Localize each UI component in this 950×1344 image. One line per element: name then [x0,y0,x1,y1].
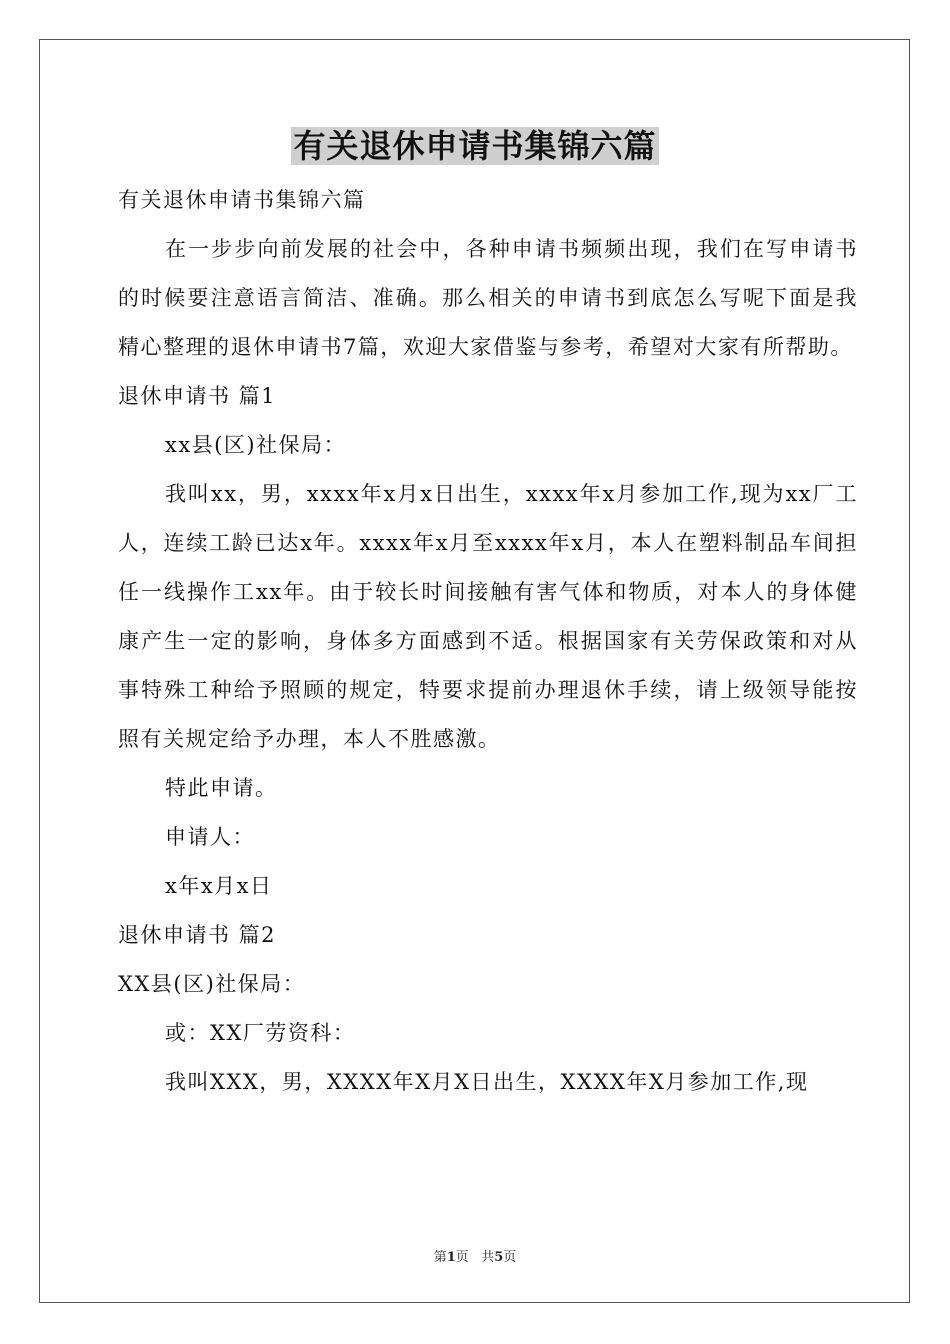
date-line-1: x年x月x日 [165,874,273,898]
body-paragraph-1: 我叫xx，男，xxxx年x月x日出生，xxxx年x月参加工作,现为xx厂工人，连续工龄已达x年。xxxx年x月至xxxx年x月，本人在塑料制品车间担任一线操作工xx年。由于较长时间接触有害气体和物质，对本人的身体健康产生一定的影响，身体多方面感到不适。根据国家有关劳保政策和对从事特殊工种给予照顾的规定，特要求提前办理退休手续，请上级领导能按照有关规定给予办理，本人不胜感激。 [118,482,858,751]
applicant-label-1: 申请人： [165,825,255,849]
addressee-1: xx县(区)社保局： [165,433,347,457]
total-prefix: 共 [481,1250,495,1265]
page-suffix: 页 [455,1250,469,1265]
addressee-2: XX县(区)社保局： [118,972,306,996]
page-footer [0,1246,950,1265]
page-number: 1 [446,1250,456,1265]
document-title-text: 有关退休申请书集锦六篇 [293,127,657,165]
closing-line-1: 特此申请。 [165,776,278,800]
section-heading-2: 退休申请书 篇2 [118,923,277,947]
intro-paragraph: 在一步步向前发展的社会中，各种申请书频频出现，我们在写申请书的时候要注意语言简洁、准确。那么相关的申请书到底怎么写呢下面是我精心整理的退休申请书7篇，欢迎大家借鉴与参考，希望对大家有所帮助。 [118,237,858,359]
section-heading-1: 退休申请书 篇1 [118,384,277,408]
document-title [0,126,950,166]
page-prefix: 第 [433,1250,447,1265]
document-subtitle: 有关退休申请书集锦六篇 [118,188,366,212]
addressee-2-alt: 或：XX厂劳资科： [165,1021,356,1045]
total-pages: 5 [494,1250,504,1265]
body-paragraph-2: 我叫XXX，男，XXXX年X月X日出生，XXXX年X月参加工作,现 [165,1070,809,1094]
document-body [118,176,858,1107]
total-suffix: 页 [503,1250,517,1265]
